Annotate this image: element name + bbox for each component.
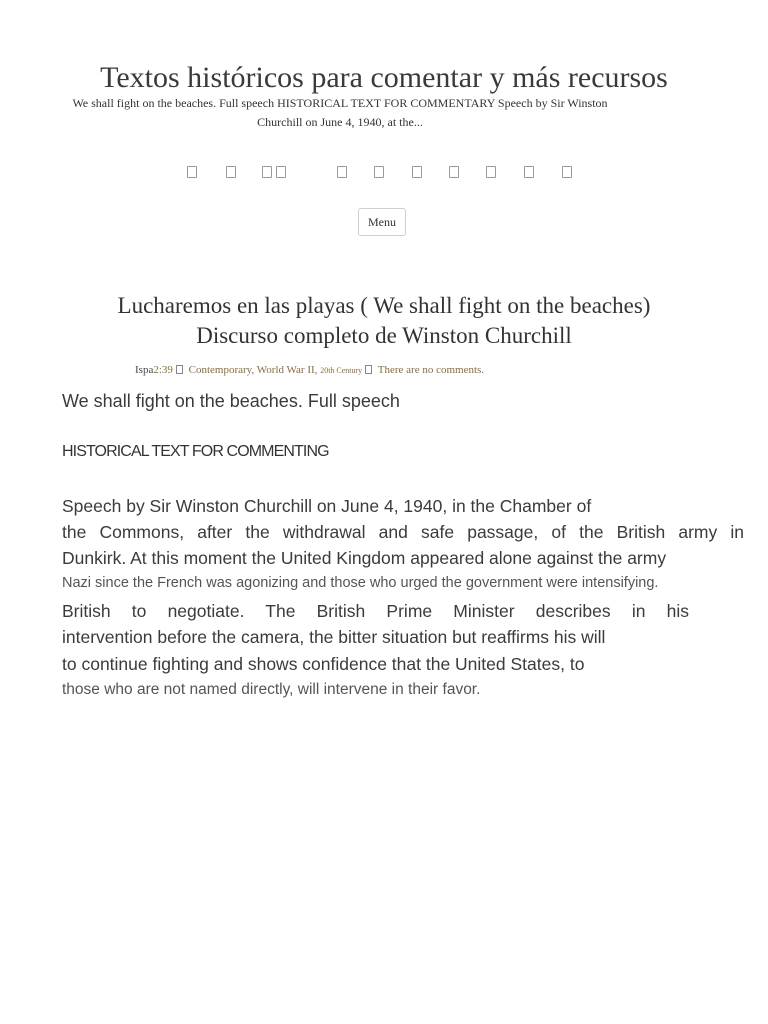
post-title-line-2: Discurso completo de Winston Churchill [196,323,572,348]
category-world-war-ii[interactable]: World War II, [256,364,318,376]
body-line: to continue fighting and shows confidence that the United States, to [62,654,585,674]
post-title-line-1: Lucharemos en las playas ( We shall fight on the beaches) [117,293,651,318]
reddit-icon[interactable] [562,166,572,178]
site-title[interactable]: Textos históricos para comentar y más recursos [100,61,668,94]
folder-icon [176,365,183,374]
post-meta [135,364,484,376]
site-description: We shall fight on the beaches. Full speech HISTORICAL TEXT FOR COMMENTARY Speech by Sir Winston Churchill on June 4, 1940, at the... [72,96,608,129]
rss-icon[interactable] [374,166,384,178]
tumblr-icon[interactable] [524,166,534,178]
instagram-icon[interactable] [486,166,496,178]
body-line: intervention before the camera, the bitter situation but reaffirms his will [62,627,606,647]
post-section-heading: HISTORICAL TEXT FOR COMMENTING [62,443,329,460]
post-time[interactable]: 2:39 [153,364,173,376]
email-icon[interactable] [412,166,422,178]
body-line: Nazi since the French was agonizing and those who urged the government were intensifying. [62,575,659,591]
youtube-icon[interactable] [449,166,459,178]
body-line: the Commons, after the withdrawal and safe passage, of the British army in [62,522,744,542]
author-name[interactable]: Ispa [135,364,154,376]
category-20th-century[interactable]: 20th Century [320,366,363,375]
google-plus-icon[interactable] [262,166,272,178]
body-line: those who are not named directly, will intervene in their favor. [62,681,481,698]
facebook-icon[interactable] [187,166,197,178]
pinterest-icon[interactable] [276,166,286,178]
category-contemporary[interactable]: Contemporary, [188,364,255,376]
body-line: Dunkirk. At this moment the United Kingdom appeared alone against the army [62,548,667,568]
social-icons-bar [0,166,768,184]
linkedin-icon[interactable] [337,166,347,178]
menu-button[interactable]: Menu [358,208,406,236]
twitter-icon[interactable] [226,166,236,178]
comments-link[interactable]: There are no comments. [377,364,485,376]
comment-icon [365,365,372,374]
body-line: British to negotiate. The British Prime Minister describes in his [62,601,689,621]
body-line: Speech by Sir Winston Churchill on June 4, 1940, in the Chamber of [62,496,592,516]
post-title [0,291,768,351]
post-intro: We shall fight on the beaches. Full speech [62,391,400,411]
